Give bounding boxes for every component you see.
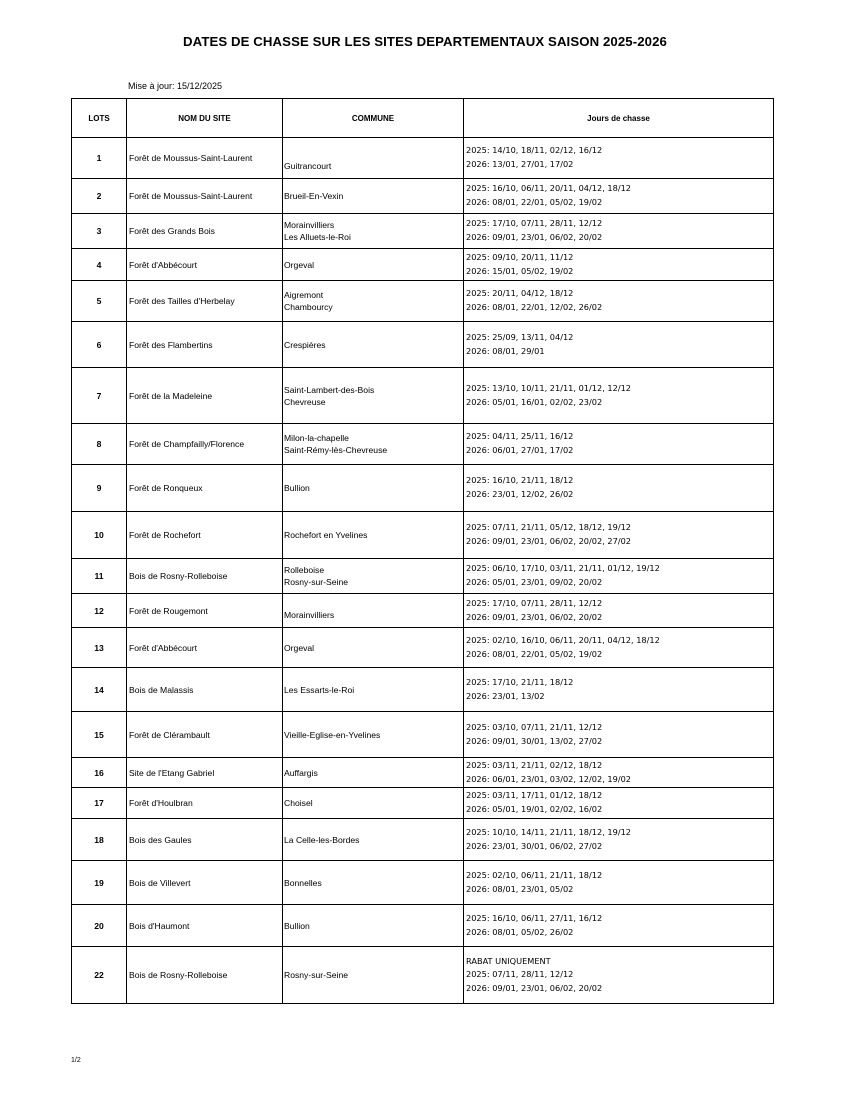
commune-cell [283, 281, 464, 322]
table-row [72, 465, 774, 512]
commune-name: Bullion [284, 483, 310, 493]
hunting-days-line: 2026: 15/01, 05/02, 19/02 [466, 265, 574, 276]
lot-number: 18 [72, 819, 127, 861]
commune-name: Choisel [284, 798, 313, 808]
commune-cell [283, 788, 464, 819]
lot-number: 12 [72, 594, 127, 628]
site-name: Forêt des Tailles d'Herbelay [127, 281, 283, 322]
commune-cell [283, 628, 464, 668]
site-name: Forêt des Flambertins [127, 322, 283, 368]
hunting-days-line: 2026: 08/01, 22/01, 12/02, 26/02 [466, 302, 603, 312]
header-lots: LOTS [72, 99, 127, 138]
commune-name: Crespières [284, 339, 326, 350]
site-name: Forêt de Ronqueux [127, 465, 283, 512]
lot-number: 3 [72, 214, 127, 249]
commune-cell [283, 861, 464, 905]
hunting-days-line: 2026: 09/01, 30/01, 13/02, 27/02 [466, 735, 603, 746]
lot-number: 16 [72, 758, 127, 788]
hunting-days-cell [464, 758, 774, 788]
hunting-days-cell [464, 249, 774, 281]
site-name: Forêt d'Abbécourt [127, 249, 283, 281]
hunting-days-cell [464, 712, 774, 758]
hunting-days-cell [464, 465, 774, 512]
commune-name: Saint-Lambert-des-Bois [284, 384, 375, 395]
lot-number: 10 [72, 512, 127, 559]
hunting-days-line: 2026: 23/01, 13/02 [466, 690, 545, 701]
hunting-days-line: 2025: 16/10, 21/11, 18/12 [466, 475, 574, 486]
hunting-days-cell [464, 368, 774, 424]
hunting-days-cell [464, 788, 774, 819]
table-row [72, 788, 774, 819]
hunting-days-line: 2026: 05/01, 19/01, 02/02, 16/02 [466, 804, 603, 814]
commune-cell [283, 138, 464, 179]
hunting-days-cell [464, 594, 774, 628]
commune-name: Chambourcy [284, 302, 333, 312]
commune-cell [283, 712, 464, 758]
site-name: Forêt des Grands Bois [127, 214, 283, 249]
site-name: Forêt de Moussus-Saint-Laurent [127, 179, 283, 214]
table-row [72, 819, 774, 861]
hunting-days-cell [464, 281, 774, 322]
commune-cell [283, 559, 464, 594]
lot-number: 9 [72, 465, 127, 512]
hunting-days-cell [464, 559, 774, 594]
hunting-days-line: 2025: 06/10, 17/10, 03/11, 21/11, 01/12, 19/12 [466, 563, 660, 574]
hunting-days-line: 2026: 08/01, 29/01 [466, 345, 545, 356]
commune-name: Orgeval [284, 642, 315, 653]
commune-cell [283, 465, 464, 512]
hunting-days-cell [464, 424, 774, 465]
table-header-row [72, 99, 774, 138]
site-name: Forêt de la Madeleine [127, 368, 283, 424]
hunting-days-cell [464, 179, 774, 214]
lot-number: 19 [72, 861, 127, 905]
lot-number: 6 [72, 322, 127, 368]
site-name: Site de l'Etang Gabriel [127, 758, 283, 788]
hunting-days-cell [464, 947, 774, 1004]
commune-name: Les Alluets-le-Roi [284, 232, 351, 242]
commune-name: Rolleboise [284, 565, 325, 575]
hunting-days-cell [464, 668, 774, 712]
site-name: Forêt de Rougemont [127, 594, 283, 628]
table-row [72, 559, 774, 594]
commune-name: Milon-la-chapelle [284, 433, 349, 443]
lot-number: 8 [72, 424, 127, 465]
commune-name: Rosny-sur-Seine [284, 577, 348, 587]
page-title: DATES DE CHASSE SUR LES SITES DEPARTEMENTAUX SAISON 2025-2026 [183, 34, 667, 49]
site-name: Bois de Rosny-Rolleboise [127, 947, 283, 1004]
hunting-days-line: 2025: 02/10, 16/10, 06/11, 20/11, 04/12, 18/12 [466, 634, 660, 645]
lot-number: 14 [72, 668, 127, 712]
lot-number: 20 [72, 905, 127, 947]
lot-number: 5 [72, 281, 127, 322]
table-row [72, 668, 774, 712]
table-row [72, 947, 774, 1004]
commune-cell [283, 249, 464, 281]
site-name: Forêt d'Abbécourt [127, 628, 283, 668]
lot-number: 7 [72, 368, 127, 424]
table-row [72, 249, 774, 281]
commune-cell [283, 512, 464, 559]
hunting-days-line: 2025: 02/10, 06/11, 21/11, 18/12 [466, 869, 603, 880]
commune-name: Les Essarts-le-Roi [284, 684, 355, 695]
table-row [72, 758, 774, 788]
commune-name: Bullion [284, 920, 310, 931]
hunting-days-line: 2025: 17/10, 07/11, 28/11, 12/12 [466, 597, 603, 608]
commune-name: Brueil-En-Vexin [284, 191, 344, 201]
hunting-dates-table [71, 98, 774, 1004]
hunting-days-line: 2025: 25/09, 13/11, 04/12 [466, 331, 574, 342]
commune-name: Saint-Rémy-lès-Chevreuse [284, 445, 388, 455]
hunting-days-cell [464, 138, 774, 179]
lot-number: 4 [72, 249, 127, 281]
lot-number: 22 [72, 947, 127, 1004]
site-name: Bois de Rosny-Rolleboise [127, 559, 283, 594]
commune-name: Aigremont [284, 290, 324, 300]
hunting-days-line: 2026: 08/01, 22/01, 05/02, 19/02 [466, 648, 603, 659]
site-name: Forêt de Champfailly/Florence [127, 424, 283, 465]
commune-cell [283, 819, 464, 861]
hunting-days-line: 2026: 05/01, 23/01, 09/02, 20/02 [466, 577, 603, 587]
commune-name: La Celle-les-Bordes [284, 834, 360, 845]
commune-name: Orgeval [284, 259, 315, 270]
table-row [72, 322, 774, 368]
site-name: Bois de Villevert [127, 861, 283, 905]
update-date: Mise à jour: 15/12/2025 [128, 81, 223, 91]
lot-number: 11 [72, 559, 127, 594]
table-row [72, 594, 774, 628]
lot-number: 2 [72, 179, 127, 214]
site-name: Forêt de Rochefort [127, 512, 283, 559]
header-site: NOM DU SITE [127, 99, 283, 138]
hunting-days-line: 2026: 06/01, 27/01, 17/02 [466, 445, 574, 455]
table-row [72, 179, 774, 214]
hunting-days-line: 2026: 06/01, 23/01, 03/02, 12/02, 19/02 [466, 773, 631, 784]
hunting-days-line: RABAT UNIQUEMENT [466, 955, 551, 966]
table-row [72, 368, 774, 424]
hunting-days-cell [464, 214, 774, 249]
site-name: Forêt d'Houlbran [127, 788, 283, 819]
hunting-days-line: 2025: 10/10, 14/11, 21/11, 18/12, 19/12 [466, 826, 631, 837]
commune-cell [283, 668, 464, 712]
table-body [72, 138, 774, 1004]
lot-number: 1 [72, 138, 127, 179]
commune-name: Bonnelles [284, 877, 322, 888]
commune-cell [283, 368, 464, 424]
hunting-days-line: 2025: 07/11, 21/11, 05/12, 18/12, 19/12 [466, 522, 631, 533]
hunting-days-line: 2025: 20/11, 04/12, 18/12 [466, 288, 574, 299]
commune-name: Rosny-sur-Seine [284, 970, 348, 980]
commune-cell [283, 322, 464, 368]
hunting-days-line: 2026: 09/01, 23/01, 06/02, 20/02, 27/02 [466, 536, 631, 546]
hunting-days-cell [464, 861, 774, 905]
site-name: Bois de Malassis [127, 668, 283, 712]
table-row [72, 628, 774, 668]
hunting-days-line: 2025: 17/10, 21/11, 18/12 [466, 676, 574, 687]
hunting-days-cell [464, 512, 774, 559]
hunting-days-line: 2025: 03/11, 17/11, 01/12, 18/12 [466, 790, 603, 801]
hunting-days-line: 2026: 08/01, 23/01, 05/02 [466, 883, 574, 894]
lot-number: 17 [72, 788, 127, 819]
site-name: Bois d'Haumont [127, 905, 283, 947]
hunting-days-line: 2026: 13/01, 27/01, 17/02 [466, 159, 574, 169]
commune-cell [283, 905, 464, 947]
table-row [72, 905, 774, 947]
lot-number: 15 [72, 712, 127, 758]
hunting-days-line: 2025: 07/11, 28/11, 12/12 [466, 969, 574, 980]
hunting-days-line: 2026: 05/01, 16/01, 02/02, 23/02 [466, 396, 603, 407]
hunting-days-line: 2025: 14/10, 18/11, 02/12, 16/12 [466, 145, 603, 156]
commune-name: Rochefort en Yvelines [284, 530, 368, 540]
commune-cell [283, 947, 464, 1004]
site-name: Forêt de Clérambault [127, 712, 283, 758]
hunting-days-cell [464, 628, 774, 668]
hunting-days-line: 2026: 08/01, 22/01, 05/02, 19/02 [466, 197, 603, 207]
site-name: Bois des Gaules [127, 819, 283, 861]
page-number: 1/2 [71, 1057, 81, 1064]
commune-name: Auffargis [284, 767, 318, 778]
hunting-days-line: 2025: 09/10, 20/11, 11/12 [466, 251, 574, 262]
hunting-days-line: 2025: 16/10, 06/11, 20/11, 04/12, 18/12 [466, 183, 631, 194]
hunting-days-cell [464, 905, 774, 947]
commune-cell [283, 214, 464, 249]
hunting-days-line: 2025: 13/10, 10/11, 21/11, 01/12, 12/12 [466, 382, 631, 393]
commune-name: Morainvilliers [284, 610, 335, 620]
hunting-days-line: 2025: 03/10, 07/11, 21/11, 12/12 [466, 721, 603, 732]
commune-cell [283, 594, 464, 628]
commune-name: Chevreuse [284, 396, 326, 407]
header-commune: COMMUNE [283, 99, 464, 138]
hunting-days-cell [464, 819, 774, 861]
commune-name: Morainvilliers [284, 220, 335, 230]
commune-cell [283, 179, 464, 214]
table-row [72, 712, 774, 758]
table-row [72, 861, 774, 905]
table-row [72, 138, 774, 179]
hunting-days-line: 2025: 16/10, 06/11, 27/11, 16/12 [466, 912, 603, 923]
hunting-days-line: 2026: 09/01, 23/01, 06/02, 20/02 [466, 982, 603, 993]
hunting-days-line: 2025: 04/11, 25/11, 16/12 [466, 431, 574, 442]
hunting-days-line: 2026: 23/01, 30/01, 06/02, 27/02 [466, 840, 603, 851]
hunting-days-line: 2025: 03/11, 21/11, 02/12, 18/12 [466, 759, 603, 770]
site-name: Forêt de Moussus-Saint-Laurent [127, 138, 283, 179]
commune-cell [283, 424, 464, 465]
commune-name: Vieille-Eglise-en-Yvelines [284, 729, 381, 740]
commune-name: Guitrancourt [284, 161, 332, 171]
hunting-days-cell [464, 322, 774, 368]
hunting-days-line: 2026: 23/01, 12/02, 26/02 [466, 489, 574, 499]
table-row [72, 512, 774, 559]
table-row [72, 214, 774, 249]
hunting-days-line: 2026: 08/01, 05/02, 26/02 [466, 926, 574, 937]
lot-number: 13 [72, 628, 127, 668]
table-row [72, 424, 774, 465]
header-jours: Jours de chasse [464, 99, 774, 138]
table-row [72, 281, 774, 322]
hunting-days-line: 2026: 09/01, 23/01, 06/02, 20/02 [466, 232, 603, 242]
hunting-days-line: 2026: 09/01, 23/01, 06/02, 20/02 [466, 611, 603, 622]
hunting-days-line: 2025: 17/10, 07/11, 28/11, 12/12 [466, 218, 603, 229]
commune-cell [283, 758, 464, 788]
